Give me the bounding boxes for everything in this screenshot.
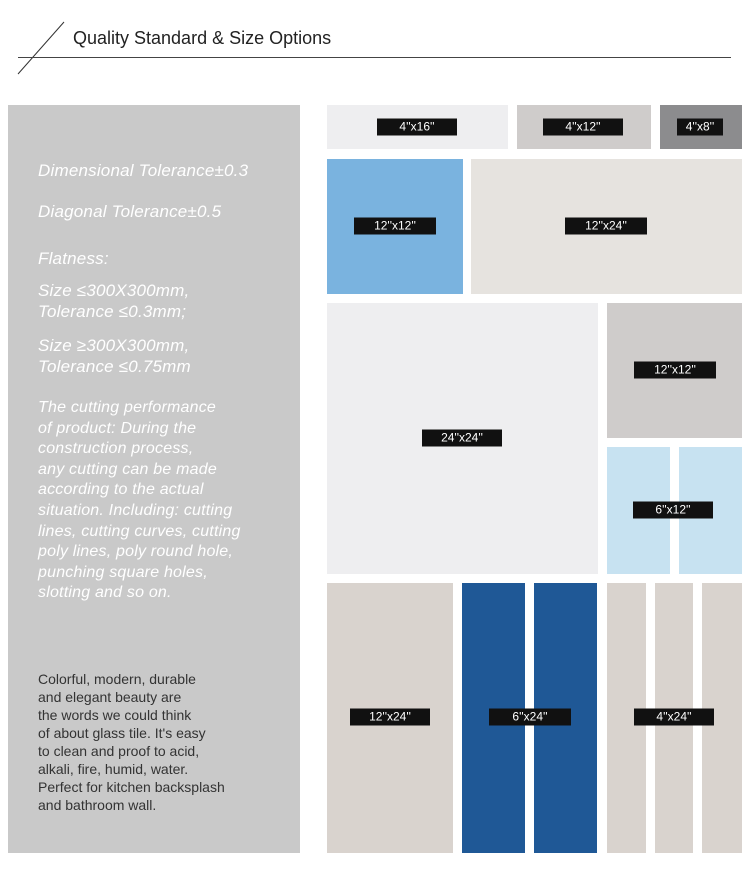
size-label-4x8: 4''x8'' <box>677 119 723 136</box>
size-label-12x24-top: 12''x24'' <box>565 218 647 235</box>
diagonal-tolerance-text: Diagonal Tolerance±0.5 <box>38 202 222 221</box>
header-divider <box>18 57 731 58</box>
size-label-24x24: 24''x24'' <box>422 430 502 447</box>
size-label-6x24: 6''x24'' <box>489 709 571 726</box>
dimensional-tolerance-text: Dimensional Tolerance±0.3 <box>38 161 249 180</box>
size-label-4x24: 4''x24'' <box>634 709 714 726</box>
size-label-12x12-blue: 12''x12'' <box>354 218 436 235</box>
flatness-small-size-text: Size ≤300X300mm, Tolerance ≤0.3mm; <box>38 281 190 321</box>
page-title: Quality Standard & Size Options <box>73 28 332 48</box>
size-label-4x16: 4''x16'' <box>377 119 457 136</box>
flatness-title: Flatness: <box>38 249 109 268</box>
flatness-large-size-text: Size ≥300X300mm, Tolerance ≤0.75mm <box>38 336 191 376</box>
header-slash-decoration <box>14 20 70 76</box>
size-label-12x24-bottom: 12''x24'' <box>350 709 430 726</box>
cutting-performance-text: The cutting performance of product: During the construction process, any cutting can be made according to the actual situation. Including: cutting lines, cutting curves, cutting poly lines, poly round hole, punching square holes, slotting and so on. <box>38 399 241 602</box>
size-label-6x12: 6''x12'' <box>633 502 713 519</box>
size-label-12x12-grey: 12''x12'' <box>634 362 716 379</box>
product-description: Colorful, modern, durable and elegant beauty are the words we could think of about glass tile. It's easy to clean and proof to acid, alkali, fire, humid, water. Perfect for kitchen backsplash and bathroom wall. <box>38 671 225 813</box>
size-label-4x12: 4''x12'' <box>543 119 623 136</box>
